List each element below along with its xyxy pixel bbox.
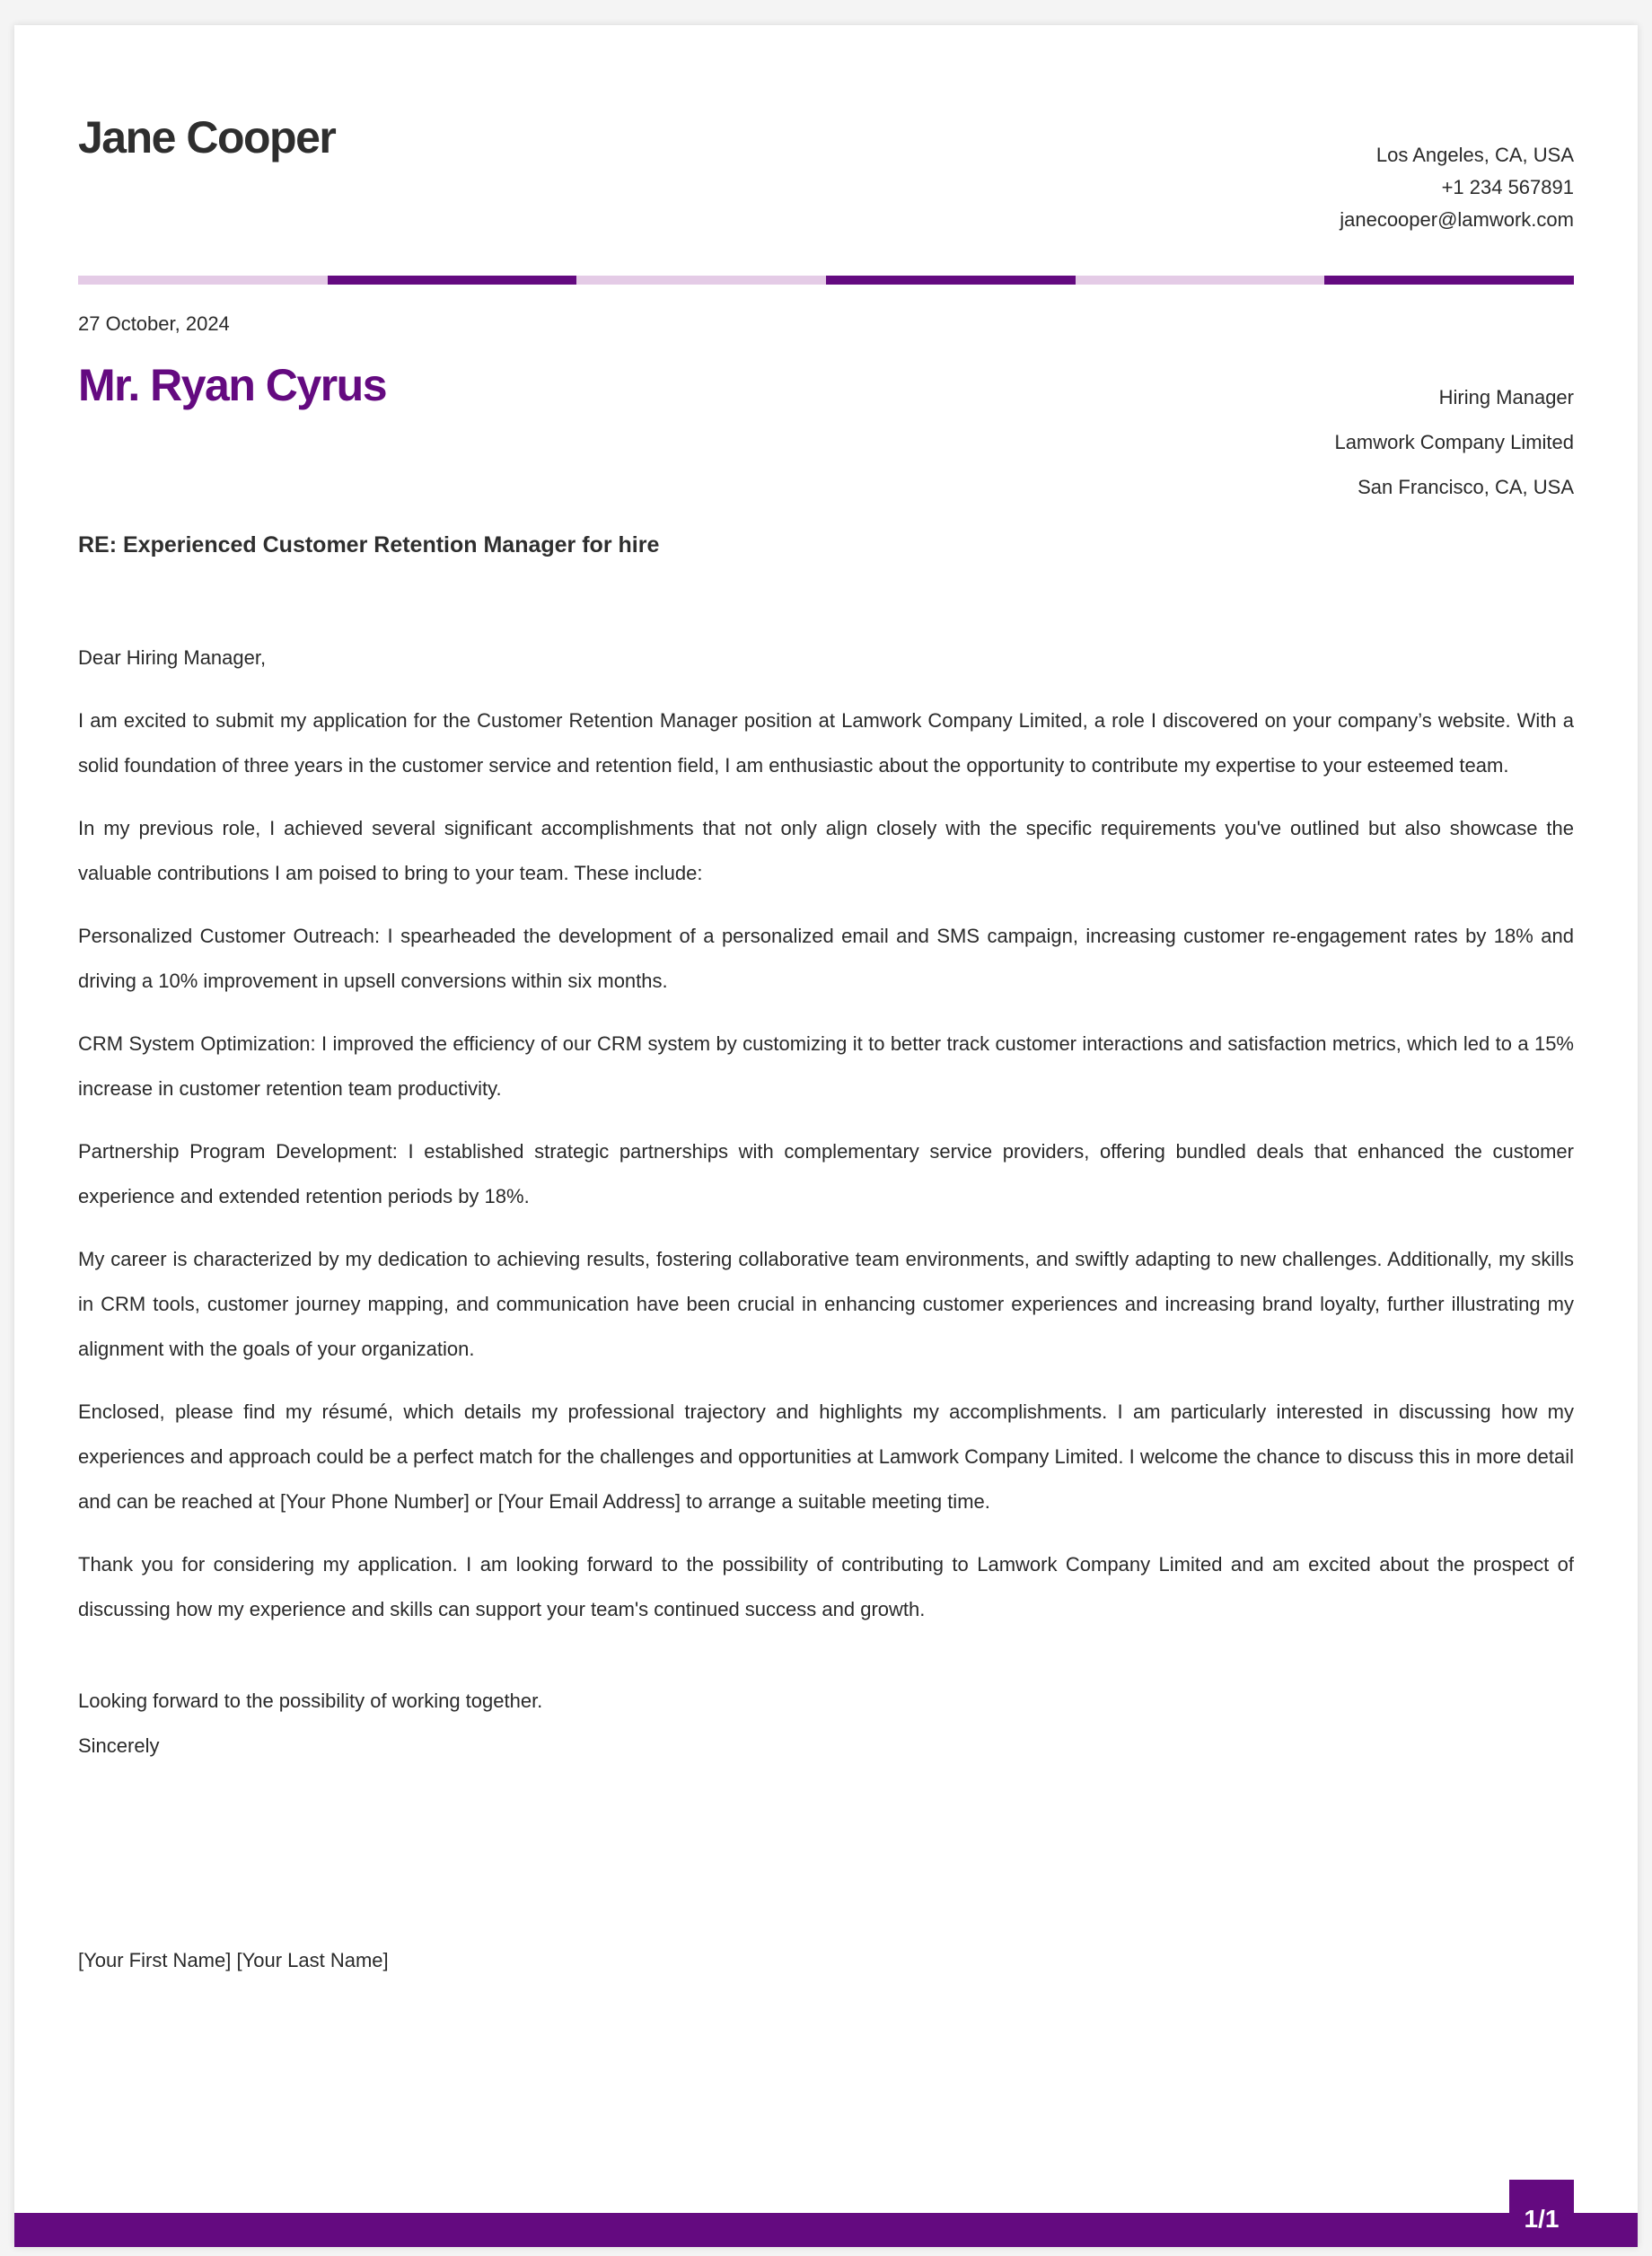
sender-phone: +1 234 567891 [1441,176,1574,198]
sender-location: Los Angeles, CA, USA [1375,144,1574,166]
divider-segment [1324,276,1574,285]
divider-segment [826,276,1076,285]
closing-line: Looking forward to the possibility of working together. [78,1690,543,1712]
body-paragraph: In my previous role, I achieved several significant accomplishments that not only align closely with the specific requirements you've outlined but also showcase the valuable contributions I am poised to bring to your team. These include: [78,817,1574,884]
body-paragraph: Thank you for considering my application. I am looking forward to the possibility of contributing to Lamwork Company Limited and am excited about the prospect of discussing how my experience and skills can support your team's continued success and growth. [78,1553,1574,1620]
recipient-name: Mr. Ryan Cyrus [78,360,387,410]
sender-name: Jane Cooper [78,112,336,162]
recipient-location: San Francisco, CA, USA [1358,476,1574,498]
letter-subject: RE: Experienced Customer Retention Manager for hire [78,532,660,557]
page-indicator: 1/1 [1509,2180,1574,2247]
recipient-company: Lamwork Company Limited [1334,431,1574,453]
letter-date: 27 October, 2024 [78,312,230,335]
body-paragraph: Partnership Program Development: I established strategic partnerships with complementary service providers, offering bundled deals that enhanced the customer experience and extended retention periods by 18%. [78,1140,1574,1207]
sender-email: janecooper@lamwork.com [1340,208,1574,231]
letter-closing [78,1679,542,1769]
sign-off: Sincerely [78,1734,160,1757]
divider-segment [78,276,328,285]
body-paragraph: Personalized Customer Outreach: I spearheaded the development of a personalized email and SMS campaign, increasing customer re-engagement rates by 18% and driving a 10% improvement in upsell conversions within six months. [78,925,1574,992]
salutation: Dear Hiring Manager, [78,646,267,669]
footer-bar [14,2213,1638,2247]
body-paragraph: I am excited to submit my application for the Customer Retention Manager position at Lamwork Company Limited, a role I discovered on your company’s website. With a solid foundation of three years in the customer service and retention field, I am enthusiastic about the opportunity to contribute my expertise to your esteemed team. [78,709,1574,777]
recipient-info [1334,375,1574,510]
divider-segment [576,276,826,285]
sender-contact [1340,133,1574,242]
body-paragraph: My career is characterized by my dedication to achieving results, fostering collaborative team environments, and swiftly adapting to new challenges. Additionally, my skills in CRM tools, customer journey mapping, and communication have been crucial in enhancing customer experiences and increasing brand loyalty, further illustrating my alignment with the goals of your organization. [78,1248,1574,1360]
letter-body [78,636,1574,1650]
divider-segment [1076,276,1325,285]
divider-segment [328,276,577,285]
body-paragraph: Enclosed, please find my résumé, which details my professional trajectory and highlights my accomplishments. I am particularly interested in discussing how my experiences and approach could be a perfect match for the challenges and opportunities at Lamwork Company Limited. I welcome the chance to discuss this in more detail and can be reached at [Your Phone Number] or [Your Email Address] to arrange a suitable meeting time. [78,1400,1574,1513]
recipient-title: Hiring Manager [1438,386,1574,408]
letter-page [14,25,1638,2247]
signature-name: [Your First Name] [Your Last Name] [78,1949,389,1971]
body-paragraph: CRM System Optimization: I improved the efficiency of our CRM system by customizing it to better track customer interactions and satisfaction metrics, which led to a 15% increase in customer retention team productivity. [78,1032,1574,1100]
header-divider [78,276,1574,285]
